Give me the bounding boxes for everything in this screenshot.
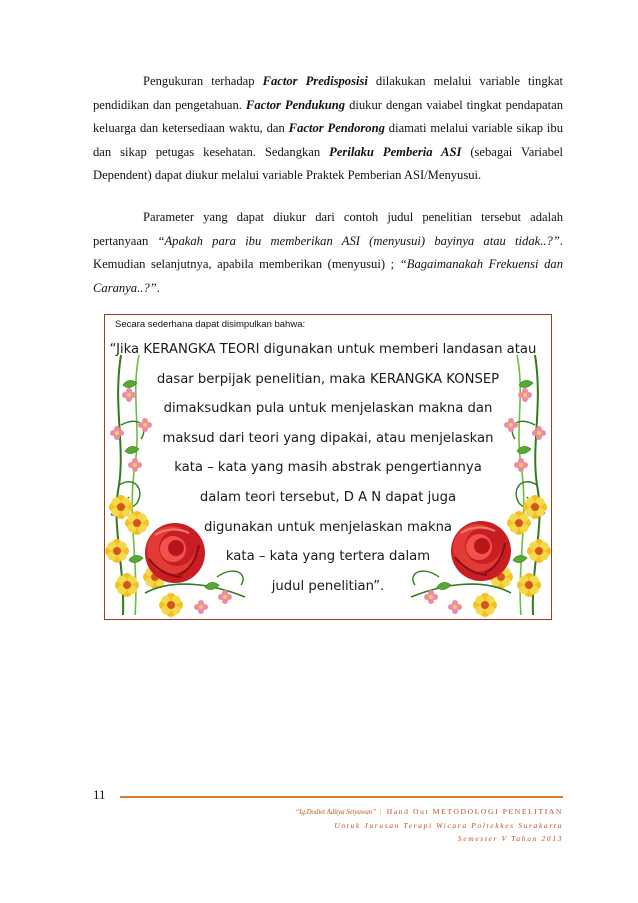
- page-number: 11: [93, 787, 106, 802]
- text-run: diukur dengan vaiabel tingkat pendapatan keluarga dan ketersediaan waktu, dan: [93, 97, 563, 136]
- quote-line: dalam teori tersebut, D A N dapat juga: [199, 489, 457, 505]
- text-run: .: [156, 280, 160, 295]
- text-run: Parameter yang dapat diukur dari contoh judul penelitian tersebut adalah pertanyaan: [93, 210, 563, 248]
- question-2: “Bagaimanakah Frekuensi dan Caranya..?”: [93, 257, 563, 295]
- text-run: dilakukan melalui variable tingkat pendidikan dan pengetahuan.: [93, 74, 564, 112]
- question-1: “Apakah para ibu memberikan ASI (menyusui) bayinya atau tidak..?”: [157, 233, 560, 248]
- paragraph-parameter: [93, 206, 563, 300]
- conclusion-quote: [105, 335, 551, 601]
- footer-line-2: Untuk Jurusan Terapi Wicara Poltekkes Surakarta: [334, 821, 563, 831]
- term-pendukung: Factor Pendukung: [245, 97, 346, 112]
- text-run: diamati melalui variable sikap ibu dan sikap petugas kesehatan. Sedangkan: [93, 121, 563, 159]
- quote-line: dasar berpijak penelitian, maka KERANGKA KONSEP: [156, 371, 500, 387]
- quote-line: kata – kata yang masih abstrak pengertiannya: [174, 460, 482, 476]
- footer-author: “Ig.Dodiet Aditya Setyawan”: [295, 809, 376, 816]
- footer-course: : Hand Out METODOLOGI PENELITIAN: [379, 807, 563, 816]
- footer-line-1: [295, 805, 563, 819]
- text-run: Pengukuran terhadap: [143, 74, 263, 88]
- quote-line: “Jika KERANGKA TEORI digunakan untuk memberi landasan atau: [109, 342, 537, 357]
- term-pendorong: Factor Pendorong: [288, 121, 385, 136]
- quote-line: maksud dari teori yang dipakai, atau menjelaskan: [162, 430, 494, 446]
- footer-line-3: Semester V Tahun 2013: [457, 834, 563, 844]
- footer-divider: [120, 796, 563, 798]
- box-caption: Secara sederhana dapat disimpulkan bahwa:: [115, 319, 306, 330]
- footer-text: [295, 805, 563, 846]
- quote-line: digunakan untuk menjelaskan makna: [203, 519, 453, 535]
- term-predisposisi: Factor Predisposisi: [262, 74, 368, 88]
- quote-line: dimaksudkan pula untuk menjelaskan makna dan: [163, 401, 493, 417]
- term-perilaku: Perilaku Pemberia ASI: [329, 144, 462, 159]
- quote-line: kata – kata yang tertera dalam: [225, 549, 431, 565]
- paragraph-factors: [93, 70, 563, 188]
- text-run: (sebagai Variabel Dependent) dapat diukur melalui variable Praktek Pemberian ASI/Menyusui.: [93, 144, 563, 183]
- conclusion-box: [104, 314, 552, 620]
- text-run: . Kemudian selanjutnya, apabila memberikan (menyusui) ;: [93, 233, 563, 272]
- quote-line: judul penelitian”.: [271, 578, 385, 594]
